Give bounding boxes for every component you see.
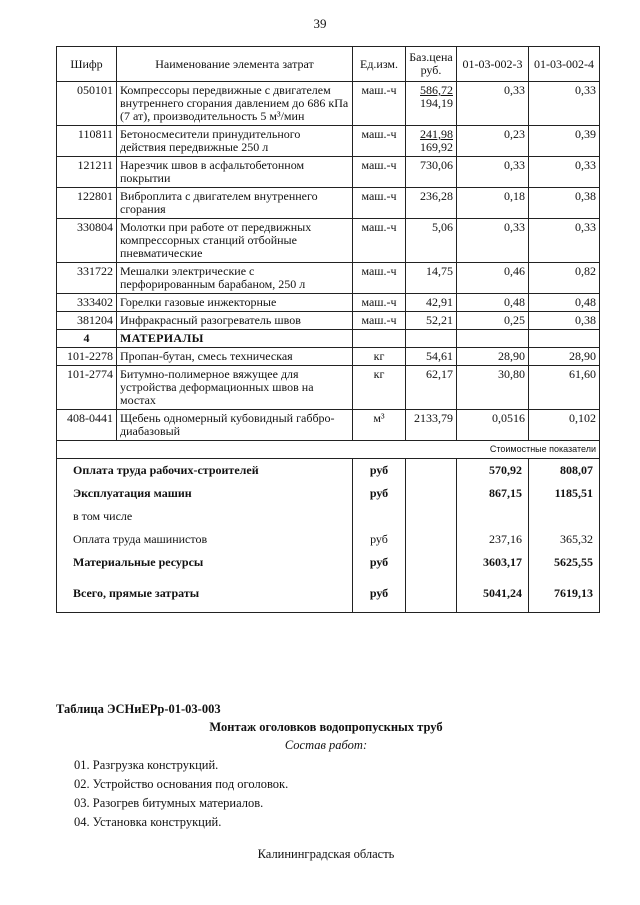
table-row xyxy=(57,188,600,219)
row-base-price: 62,17 xyxy=(406,366,457,410)
row-value-4: 0,82 xyxy=(529,263,600,294)
summary-unit: руб xyxy=(353,528,406,551)
row-value-4: 0,38 xyxy=(529,312,600,330)
row-value-4: 0,33 xyxy=(529,157,600,188)
row-name: Нарезчик швов в асфальтобетонном покрытии xyxy=(117,157,353,188)
summary-value-3: 570,92 xyxy=(457,459,529,482)
row-code: 330804 xyxy=(57,219,117,263)
row-value-4: 0,48 xyxy=(529,294,600,312)
header-name: Наименование элемента затрат xyxy=(117,47,353,82)
row-value-4: 0,38 xyxy=(529,188,600,219)
summary-row xyxy=(57,574,600,613)
row-unit: маш.-ч xyxy=(353,294,406,312)
header-unit: Ед.изм. xyxy=(353,47,406,82)
row-base-price xyxy=(406,263,457,294)
summary-table xyxy=(56,459,600,613)
row-name: Молотки при работе от передвижных компрессорных станций отбойные пневматические xyxy=(117,219,353,263)
table-header-row xyxy=(57,47,600,82)
table-row xyxy=(57,410,600,441)
resource-table xyxy=(56,46,599,613)
resource-table-grid xyxy=(56,46,600,459)
region-name: Калининградская область xyxy=(257,847,395,861)
row-value-4: 0,102 xyxy=(529,410,600,441)
header-base-price-line2: руб. xyxy=(420,63,442,77)
row-base-price-main: 241,98 xyxy=(420,127,453,141)
table-row xyxy=(57,294,600,312)
row-name: Компрессоры передвижные с двигателем внутреннего сгорания давлением до 686 кПа (7 ат), производительность 5 м³/мин xyxy=(117,82,353,126)
summary-label: Оплата труда машинистов xyxy=(57,528,353,551)
summary-empty xyxy=(406,574,457,613)
row-base-price xyxy=(406,219,457,263)
summary-value-3: 237,16 xyxy=(457,528,529,551)
summary-label: Всего, прямые затраты xyxy=(57,574,353,613)
row-value-3: 0,23 xyxy=(457,126,529,157)
next-table-subtitle: Монтаж оголовков водопропускных труб xyxy=(209,720,443,734)
work-item: 03. Разогрев битумных материалов. xyxy=(74,796,264,810)
row-base-price xyxy=(406,157,457,188)
row-base-price xyxy=(406,82,457,126)
table-row xyxy=(57,366,600,410)
table-row xyxy=(57,263,600,294)
row-code: 121211 xyxy=(57,157,117,188)
row-code: 331722 xyxy=(57,263,117,294)
row-code: 381204 xyxy=(57,312,117,330)
table-row xyxy=(57,126,600,157)
table-row xyxy=(57,157,600,188)
row-name: Мешалки электрические с перфорированным барабаном, 250 л xyxy=(117,263,353,294)
row-base-price xyxy=(406,188,457,219)
summary-value-3 xyxy=(457,505,529,528)
row-value-4: 28,90 xyxy=(529,348,600,366)
header-base-price xyxy=(406,47,457,82)
row-name: Пропан-бутан, смесь техническая xyxy=(117,348,353,366)
summary-label: в том числе xyxy=(57,505,353,528)
row-unit: маш.-ч xyxy=(353,219,406,263)
work-item: 01. Разгрузка конструкций. xyxy=(74,758,219,772)
row-base-price-sub: 194,19 xyxy=(420,96,453,110)
section-name: МАТЕРИАЛЫ xyxy=(117,330,353,348)
row-base-price xyxy=(406,126,457,157)
row-unit: м³ xyxy=(353,410,406,441)
row-name: Щебень одномерный кубовидный габбро-диабазовый xyxy=(117,410,353,441)
row-name: Горелки газовые инжекторные xyxy=(117,294,353,312)
row-unit: кг xyxy=(353,366,406,410)
row-code: 408-0441 xyxy=(57,410,117,441)
summary-value-4: 808,07 xyxy=(529,459,600,482)
row-value-3: 0,33 xyxy=(457,157,529,188)
row-name: Бетоносмесители принудительного действия передвижные 250 л xyxy=(117,126,353,157)
row-code: 122801 xyxy=(57,188,117,219)
row-base-price-main: 52,21 xyxy=(426,313,453,327)
row-base-price-main: 586,72 xyxy=(420,83,453,97)
row-value-3: 0,18 xyxy=(457,188,529,219)
row-value-3: 0,33 xyxy=(457,82,529,126)
summary-unit: руб xyxy=(353,551,406,574)
row-code: 110811 xyxy=(57,126,117,157)
row-base-price: 54,61 xyxy=(406,348,457,366)
row-base-price-main: 42,91 xyxy=(426,295,453,309)
summary-row xyxy=(57,551,600,574)
summary-empty xyxy=(406,459,457,482)
summary-row xyxy=(57,459,600,482)
row-unit: маш.-ч xyxy=(353,82,406,126)
work-item: 02. Устройство основания под оголовок. xyxy=(74,777,289,791)
row-value-4: 0,33 xyxy=(529,82,600,126)
summary-empty xyxy=(406,505,457,528)
row-unit: кг xyxy=(353,348,406,366)
row-unit: маш.-ч xyxy=(353,126,406,157)
row-unit: маш.-ч xyxy=(353,188,406,219)
composition-label: Состав работ: xyxy=(284,738,368,752)
header-col-3: 01-03-002-3 xyxy=(457,47,529,82)
table-row xyxy=(57,348,600,366)
header-base-price-line1: Баз.цена xyxy=(409,50,453,64)
summary-unit xyxy=(353,505,406,528)
row-code: 050101 xyxy=(57,82,117,126)
row-code: 101-2278 xyxy=(57,348,117,366)
row-name: Инфракрасный разогреватель швов xyxy=(117,312,353,330)
summary-unit: руб xyxy=(353,574,406,613)
summary-empty xyxy=(406,551,457,574)
summary-value-4: 365,32 xyxy=(529,528,600,551)
summary-label: Оплата труда рабочих-строителей xyxy=(57,459,353,482)
row-unit: маш.-ч xyxy=(353,312,406,330)
works-list xyxy=(74,756,614,832)
table-row xyxy=(57,82,600,126)
summary-row xyxy=(57,482,600,505)
section-row xyxy=(57,330,600,348)
row-value-3: 0,0516 xyxy=(457,410,529,441)
row-value-4: 61,60 xyxy=(529,366,600,410)
row-base-price-main: 236,28 xyxy=(420,189,453,203)
summary-row xyxy=(57,505,600,528)
header-col-4: 01-03-002-4 xyxy=(529,47,600,82)
row-unit: маш.-ч xyxy=(353,157,406,188)
row-code: 333402 xyxy=(57,294,117,312)
summary-label: Эксплуатация машин xyxy=(57,482,353,505)
summary-value-4: 5625,55 xyxy=(529,551,600,574)
row-name: Виброплита с двигателем внутреннего сгорания xyxy=(117,188,353,219)
table-row xyxy=(57,219,600,263)
table-row xyxy=(57,312,600,330)
summary-label: Материальные ресурсы xyxy=(57,551,353,574)
row-unit: маш.-ч xyxy=(353,263,406,294)
summary-value-3: 3603,17 xyxy=(457,551,529,574)
work-item: 04. Установка конструкций. xyxy=(74,815,222,829)
summary-value-4: 7619,13 xyxy=(529,574,600,613)
cost-indicators-row xyxy=(57,441,600,459)
row-base-price: 2133,79 xyxy=(406,410,457,441)
row-code: 101-2774 xyxy=(57,366,117,410)
row-value-3: 30,80 xyxy=(457,366,529,410)
summary-empty xyxy=(406,482,457,505)
summary-unit: руб xyxy=(353,482,406,505)
row-base-price xyxy=(406,294,457,312)
row-base-price-main: 5,06 xyxy=(432,220,453,234)
row-value-4: 0,39 xyxy=(529,126,600,157)
row-value-3: 0,46 xyxy=(457,263,529,294)
section-code: 4 xyxy=(57,330,117,348)
row-value-3: 0,33 xyxy=(457,219,529,263)
row-value-3: 0,48 xyxy=(457,294,529,312)
row-value-4: 0,33 xyxy=(529,219,600,263)
next-table-title: Таблица ЭСНиЕРр-01-03-003 xyxy=(56,702,221,716)
summary-value-4 xyxy=(529,505,600,528)
row-base-price-sub: 169,92 xyxy=(420,140,453,154)
summary-value-3: 5041,24 xyxy=(457,574,529,613)
summary-value-4: 1185,51 xyxy=(529,482,600,505)
row-base-price-main: 730,06 xyxy=(420,158,453,172)
summary-value-3: 867,15 xyxy=(457,482,529,505)
page-number: 39 xyxy=(313,16,327,31)
row-value-3: 28,90 xyxy=(457,348,529,366)
row-base-price xyxy=(406,312,457,330)
cost-indicators-label: Стоимостные показатели xyxy=(57,441,600,459)
summary-unit: руб xyxy=(353,459,406,482)
row-name: Битумно-полимерное вяжущее для устройства деформационных швов на мостах xyxy=(117,366,353,410)
row-value-3: 0,25 xyxy=(457,312,529,330)
header-code: Шифр xyxy=(57,47,117,82)
row-base-price-main: 14,75 xyxy=(426,264,453,278)
summary-empty xyxy=(406,528,457,551)
summary-row xyxy=(57,528,600,551)
